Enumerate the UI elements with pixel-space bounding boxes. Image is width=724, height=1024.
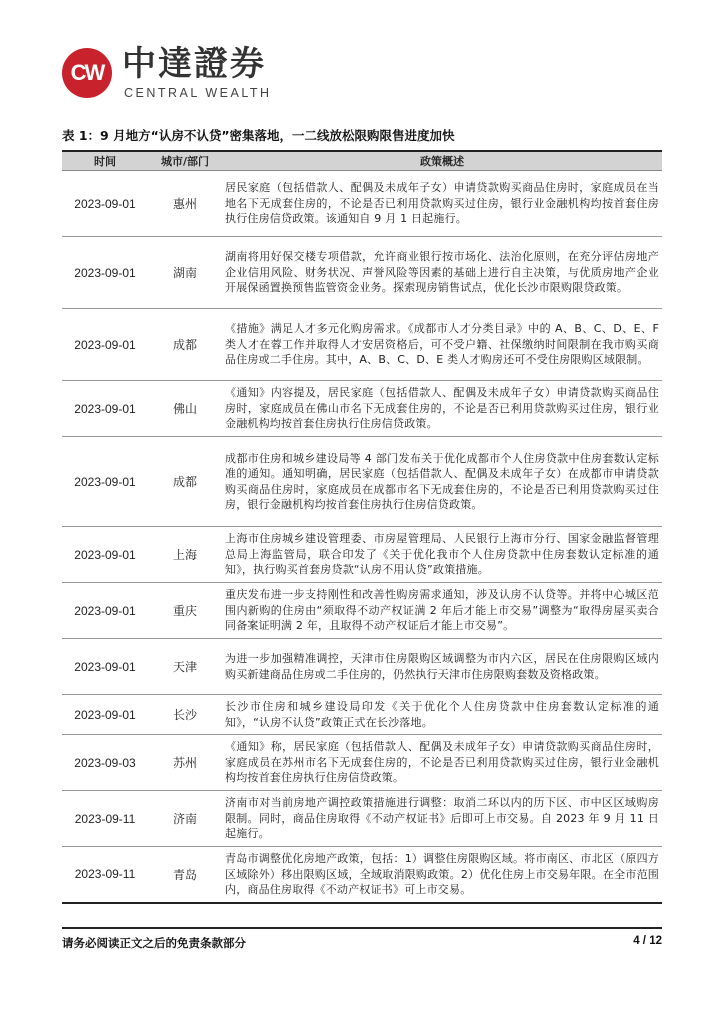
table-row <box>62 583 662 639</box>
table-row <box>62 437 662 527</box>
cell-city: 成都 <box>148 437 222 527</box>
table-row <box>62 237 662 309</box>
cell-date: 2023-09-01 <box>62 695 148 735</box>
cell-city: 青岛 <box>148 847 222 903</box>
cell-date: 2023-09-03 <box>62 735 148 791</box>
cell-date: 2023-09-01 <box>62 583 148 639</box>
cell-description: 长沙市住房和城乡建设局印发《关于优化个人住房贷款中住房套数认定标准的通知》，“认房不认贷”政策正式在长沙落地。 <box>222 695 662 735</box>
page-number: 4 / 12 <box>633 935 662 947</box>
cell-date: 2023-09-01 <box>62 237 148 309</box>
cell-city: 湖南 <box>148 237 222 309</box>
cell-city: 上海 <box>148 527 222 583</box>
cell-city: 成都 <box>148 309 222 381</box>
cell-description: 《措施》满足人才多元化购房需求。《成都市人才分类目录》中的 A、B、C、D、E、F 类人才在蓉工作并取得人才安居资格后，可不受户籍、社保缴纳时间限制在我市购买商品住房或二手住房。其中，A、B、C、D、E 类人才购房还可不受住房限购区域限制。 <box>222 309 662 381</box>
cell-description: 成都市住房和城乡建设局等 4 部门发布关于优化成都市个人住房贷款中住房套数认定标准的通知。通知明确，居民家庭（包括借款人、配偶及未成年子女）在成都市申请贷款购买商品住房时，家庭成员在成都市名下无成套住房的，不论是否已利用贷款购买过住房，银行金融机构均按首套住房执行住房信贷政策。 <box>222 437 662 527</box>
column-header-city: 城市/部门 <box>148 151 222 171</box>
table-row <box>62 171 662 237</box>
cell-city: 佛山 <box>148 381 222 437</box>
cell-date: 2023-09-01 <box>62 437 148 527</box>
cell-city: 重庆 <box>148 583 222 639</box>
cell-description: 上海市住房城乡建设管理委、市房屋管理局、人民银行上海市分行、国家金融监督管理总局上海监管局，联合印发了《关于优化我市个人住房贷款中住房套数认定标准的通知》，执行购买首套房贷款“认房不用认贷”政策措施。 <box>222 527 662 583</box>
logo-english-name: CENTRAL WEALTH <box>124 86 272 100</box>
cell-city: 天津 <box>148 639 222 695</box>
table-header-row <box>62 151 662 171</box>
cell-date: 2023-09-01 <box>62 639 148 695</box>
footer-disclaimer: 请务必阅读正文之后的免责条款部分 <box>62 936 246 950</box>
cell-date: 2023-09-11 <box>62 791 148 847</box>
table-row <box>62 695 662 735</box>
table-row <box>62 735 662 791</box>
cell-description: 重庆发布进一步支持刚性和改善性购房需求通知，涉及认房不认贷等。并将中心城区范围内新购的住房由“须取得不动产权证满 2 年后才能上市交易”调整为“取得房屋买卖合同备案证明满 2 年，且取得不动产权证后才能上市交易”。 <box>222 583 662 639</box>
table-row <box>62 381 662 437</box>
cell-description: 《通知》称，居民家庭（包括借款人、配偶及未成年子女）申请贷款购买商品住房时，家庭成员在苏州市名下无成套住房的，不论是否已利用贷款购买过住房，银行业金融机构均按首套住房执行住房信贷政策。 <box>222 735 662 791</box>
cell-date: 2023-09-01 <box>62 527 148 583</box>
cell-description: 青岛市调整优化房地产政策，包括：1）调整住房限购区域。将市南区、市北区（原四方区域除外）移出限购区域，全域取消限购政策。2）优化住房上市交易年限。在全市范围内，商品住房取得《不动产权证书》可上市交易。 <box>222 847 662 903</box>
table-row <box>62 527 662 583</box>
column-header-date: 时间 <box>62 151 148 171</box>
cell-description: 济南市对当前房地产调控政策措施进行调整：取消二环以内的历下区、市中区区域购房限制。同时，商品住房取得《不动产权证书》后即可上市交易。自 2023 年 9 月 11 日起施行。 <box>222 791 662 847</box>
table-row <box>62 309 662 381</box>
cell-description: 《通知》内容提及，居民家庭（包括借款人、配偶及未成年子女）申请贷款购买商品住房时，家庭成员在佛山市名下无成套住房的，不论是否已利用贷款购买过住房，银行业金融机构均按首套住房执行住房信贷政策。 <box>222 381 662 437</box>
table-row <box>62 847 662 903</box>
cell-city: 长沙 <box>148 695 222 735</box>
cell-city: 惠州 <box>148 171 222 237</box>
cell-description: 湖南将用好保交楼专项借款，允许商业银行按市场化、法治化原则，在充分评估房地产企业信用风险、财务状况、声誉风险等因素的基础上进行自主决策，与优质房地产企业开展保函置换预售监管资金业务。探索现房销售试点，优化长沙市限购限贷政策。 <box>222 237 662 309</box>
table-caption: 表 1：9 月地方“认房不认贷”密集落地，一二线放松限购限售进度加快 <box>62 128 455 143</box>
cell-date: 2023-09-01 <box>62 309 148 381</box>
company-logo <box>62 40 282 108</box>
cell-city: 苏州 <box>148 735 222 791</box>
logo-mark-icon: CW <box>62 48 112 98</box>
footer-divider <box>62 927 662 929</box>
cell-date: 2023-09-01 <box>62 171 148 237</box>
column-header-description: 政策概述 <box>222 151 662 171</box>
cell-description: 为进一步加强精准调控，天津市住房限购区域调整为市内六区，居民在住房限购区域内购买新建商品住房或二手住房的，仍然执行天津市住房限购套数及资格政策。 <box>222 639 662 695</box>
logo-chinese-name: 中達證券 <box>122 44 266 84</box>
table-row <box>62 639 662 695</box>
cell-description: 居民家庭（包括借款人、配偶及未成年子女）申请贷款购买商品住房时，家庭成员在当地名下无成套住房的，不论是否已利用贷款购买过住房，银行业金融机构均按首套住房执行住房信贷政策。该通知自 9 月 1 日起施行。 <box>222 171 662 237</box>
table-row <box>62 791 662 847</box>
policy-table <box>62 150 662 904</box>
cell-date: 2023-09-01 <box>62 381 148 437</box>
cell-date: 2023-09-11 <box>62 847 148 903</box>
cell-city: 济南 <box>148 791 222 847</box>
